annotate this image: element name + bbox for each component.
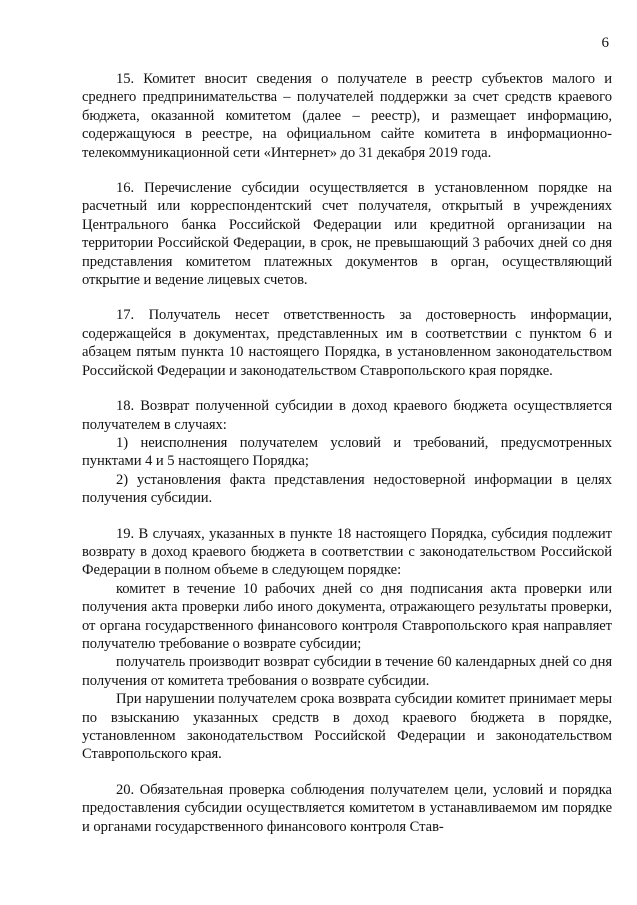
paragraph-18: 18. Возврат полученной субсидии в доход краевого бюджета осуществляется получателем в случаях: — [82, 398, 612, 433]
document-body — [82, 70, 612, 836]
paragraph-19-step-1: комитет в течение 10 рабочих дней со дня подписания акта проверки или получения акта проверки либо иного документа, отражающего результаты проверки, от органа государственного финансового контроля Ставропольского края направляет получателю требование о возврате субсидии; — [82, 580, 612, 652]
paragraph-18-item-1: 1) неисполнения получателем условий и требований, предусмотренных пунктами 4 и 5 настоящего Порядка; — [82, 434, 612, 470]
paragraph-16: 16. Перечисление субсидии осуществляется в установленном порядке на расчетный или корреспондентский счет получателя, открытый в учреждениях Центрального банка Российской Федерации или кредитной организации на территории Российской Федерации, в срок, не превышающий 3 рабочих дней со дня представления комитетом платежных документов в орган, осуществляющий открытие и ведение лицевых счетов. — [82, 180, 612, 289]
page-number: 6 — [601, 35, 609, 51]
paragraph-19: 19. В случаях, указанных в пункте 18 настоящего Порядка, субсидия подлежит возврату в доход краевого бюджета в соответствии с законодательством Российской Федерации в полном объеме в следующем порядке: — [82, 525, 612, 579]
paragraph-20: 20. Обязательная проверка соблюдения получателем цели, условий и порядка предоставления субсидии осуществляется комитетом в устанавливаемом им порядке и органами государственного финансового контроля Став- — [82, 781, 612, 835]
paragraph-17: 17. Получатель несет ответственность за достоверность информации, содержащейся в документах, представленных им в соответствии с пунктом 6 и абзацем пятым пункта 10 настоящего Порядка, в установленном законодательством Российской Федерации и законодательством Ставропольского края порядке. — [82, 307, 612, 379]
paragraph-19-penalty: При нарушении получателем срока возврата субсидии комитет принимает меры по взысканию указанных средств в доход краевого бюджета в порядке, установленном законодательством Российской Федерации и законодательством Ставропольского края. — [82, 691, 612, 763]
paragraph-18-item-2: 2) установления факта представления недостоверной информации в целях получения субсидии. — [82, 471, 612, 507]
paragraph-19-step-2: получатель производит возврат субсидии в течение 60 календарных дней со дня получения от комитета требования о возврате субсидии. — [82, 654, 612, 689]
paragraph-15: 15. Комитет вносит сведения о получателе в реестр субъектов малого и среднего предпринимательства – получателей поддержки за счет средств краевого бюджета, оказанной комитетом (далее – реестр), и размещает информацию, содержащуюся в реестре, на официальном сайте комитета в информационно-телекоммуникационной сети «Интернет» до 31 декабря 2019 года. — [82, 71, 612, 161]
